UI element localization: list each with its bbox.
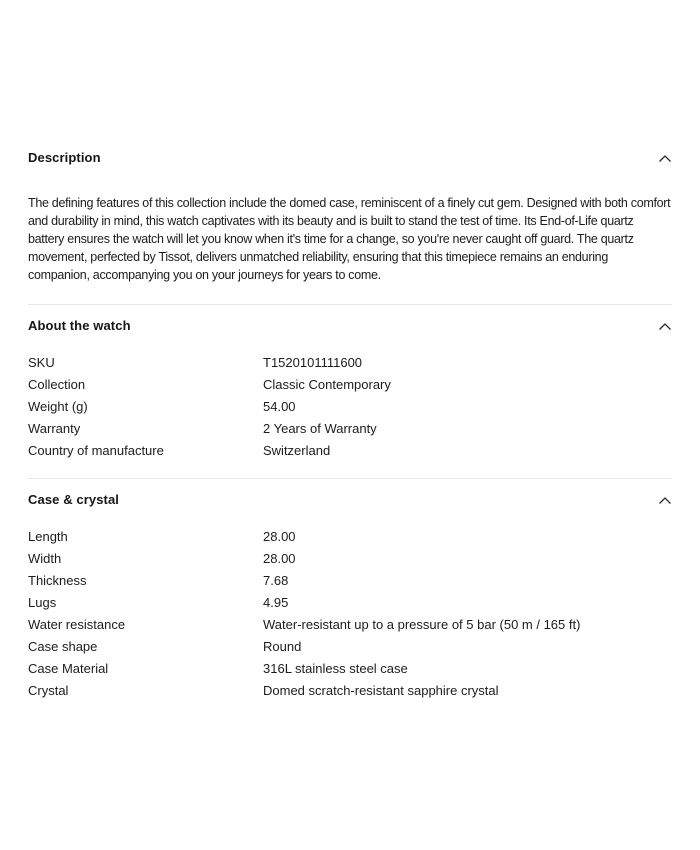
chevron-up-icon (658, 496, 672, 505)
top-whitespace (28, 0, 672, 150)
accordion-header-case-and-crystal[interactable] (28, 492, 672, 508)
spec-label: Case Material (28, 661, 109, 676)
spec-label: Length (28, 529, 68, 544)
spec-label: Water resistance (28, 617, 126, 632)
spec-label: Warranty (28, 421, 81, 436)
spec-row-country-of-manufacture (28, 442, 672, 464)
spec-table-about-the-watch (28, 354, 672, 464)
spec-row-sku (28, 354, 672, 376)
spec-row-crystal (28, 682, 672, 704)
accordion-header-about-the-watch[interactable] (28, 318, 672, 334)
spec-row-case-material (28, 660, 672, 682)
spec-label: Lugs (28, 595, 57, 610)
spec-label: Case shape (28, 639, 98, 654)
spec-value: 316L stainless steel case (263, 661, 408, 676)
spec-value: 4.95 (263, 595, 289, 610)
spec-row-case-shape (28, 638, 672, 660)
spec-row-length (28, 528, 672, 550)
chevron-up-icon (658, 322, 672, 331)
spec-label: Country of manufacture (28, 443, 164, 458)
section-title-case-and-crystal: Case & crystal (28, 492, 120, 507)
spec-value: 7.68 (263, 573, 289, 588)
spec-row-thickness (28, 572, 672, 594)
section-divider (28, 478, 672, 479)
spec-row-width (28, 550, 672, 572)
spec-value: 28.00 (263, 529, 296, 544)
section-title-description: Description (28, 150, 101, 165)
spec-row-warranty (28, 420, 672, 442)
spec-label: SKU (28, 355, 55, 370)
spec-row-lugs (28, 594, 672, 616)
description-text: The defining features of this collection include the domed case, reminiscent of a finely cut gem. Designed with both comfort and durability in mind, this watch captivates with its beauty and is built to stand the test of time. Its End-of-Life quartz battery ensures the watch will let you know when it's time for a change, so you're never caught off guard. The quartz movement, perfected by Tissot, delivers unmatched reliability, ensuring that this timepiece remains an enduring companion, accompanying you on your journeys for years to come. (28, 196, 671, 282)
spec-value: Domed scratch-resistant sapphire crystal (263, 683, 499, 698)
spec-value: 54.00 (263, 399, 296, 414)
spec-row-collection (28, 376, 672, 398)
chevron-up-icon (658, 154, 672, 163)
spec-value: 28.00 (263, 551, 296, 566)
spec-value: Water-resistant up to a pressure of 5 bar (50 m / 165 ft) (263, 617, 581, 632)
spec-value: 2 Years of Warranty (263, 421, 377, 436)
spec-label: Thickness (28, 573, 87, 588)
spec-value: Classic Contemporary (263, 377, 391, 392)
spec-value: Switzerland (263, 443, 331, 458)
spec-value: Round (263, 639, 302, 654)
spec-value: T1520101111600 (263, 355, 363, 370)
spec-label: Weight (g) (28, 399, 88, 414)
spec-table-case-and-crystal (28, 528, 672, 704)
spec-label: Collection (28, 377, 86, 392)
spec-label: Crystal (28, 683, 69, 698)
spec-row-water-resistance (28, 616, 672, 638)
section-title-about-the-watch: About the watch (28, 318, 131, 333)
spec-row-weight (28, 398, 672, 420)
section-divider (28, 304, 672, 305)
accordion-header-description[interactable] (28, 150, 672, 166)
spec-label: Width (28, 551, 62, 566)
